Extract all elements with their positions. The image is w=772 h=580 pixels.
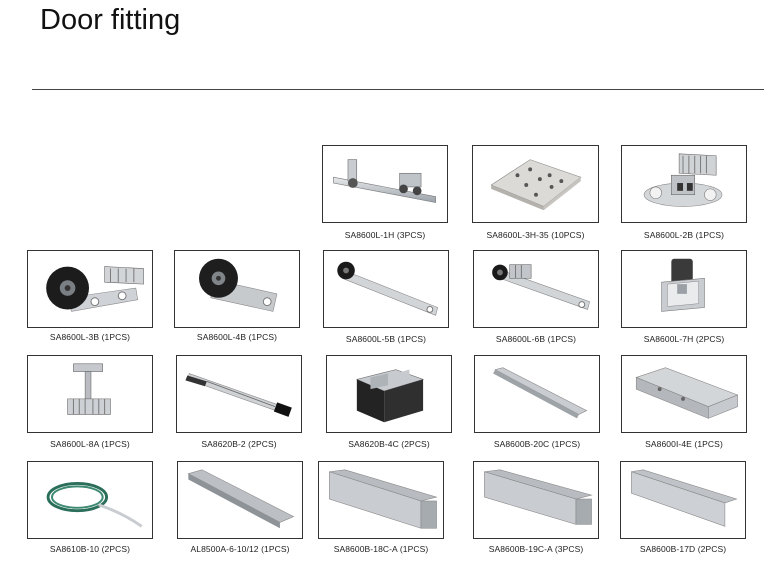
seal-strip-coil-icon <box>27 461 153 539</box>
product-code: SA8600L-5B (1PCS) <box>345 334 427 344</box>
product-code: SA8620B-4C (2PCS) <box>348 439 430 449</box>
cover-profile-icon <box>620 461 746 539</box>
product-code: AL8500A-6-10/12 (1PCS) <box>190 544 290 554</box>
hanging-clamp-icon <box>27 355 153 433</box>
product-code: SA8620B-2 (2PCS) <box>201 439 277 449</box>
product-card[interactable] <box>177 461 303 554</box>
product-card[interactable] <box>620 461 746 554</box>
angle-profile-icon <box>177 461 303 539</box>
large-wheel-bracket-icon <box>27 250 153 328</box>
thin-profile-icon <box>474 355 600 433</box>
wheel-on-arm-icon <box>174 250 300 328</box>
product-card[interactable] <box>27 355 153 449</box>
perforated-plate-icon <box>472 145 599 223</box>
product-card[interactable] <box>621 250 747 344</box>
guide-block-icon <box>326 355 452 433</box>
product-card[interactable] <box>322 145 448 240</box>
track-profile-icon <box>473 461 599 539</box>
product-card[interactable] <box>326 355 452 449</box>
wide-track-profile-icon <box>318 461 444 539</box>
product-card[interactable] <box>176 355 302 449</box>
product-code: SA8600L-2B (1PCS) <box>643 230 725 240</box>
product-code: SA8600L-7H (2PCS) <box>643 334 725 344</box>
roller-carriage-on-rail-icon <box>322 145 448 223</box>
product-card[interactable] <box>474 355 600 449</box>
product-code: SA8600L-3B (1PCS) <box>49 332 131 342</box>
product-card[interactable] <box>473 250 599 344</box>
small-wheel-on-bar-icon <box>323 250 449 328</box>
product-card[interactable] <box>174 250 300 342</box>
product-code: SA8600I-4E (1PCS) <box>645 439 723 449</box>
product-card[interactable] <box>323 250 449 344</box>
page-title: Door fitting <box>40 4 181 36</box>
product-code: SA8600L-3H-35 (10PCS) <box>486 230 585 240</box>
product-code: SA8600L-6B (1PCS) <box>495 334 577 344</box>
clamp-bracket-icon <box>621 145 747 223</box>
damper-rod-icon <box>176 355 302 433</box>
product-code: SA8600B-17D (2PCS) <box>639 544 727 554</box>
product-code: SA8600B-20C (1PCS) <box>493 439 581 449</box>
product-code: SA8600B-18C-A (1PCS) <box>333 544 429 554</box>
product-code: SA8600L-8A (1PCS) <box>50 439 130 449</box>
product-code: SA8600L-4B (1PCS) <box>196 332 278 342</box>
product-card[interactable] <box>27 461 153 554</box>
wheel-with-clamp-bar-icon <box>473 250 599 328</box>
product-code: SA8610B-10 (2PCS) <box>49 544 131 554</box>
product-card[interactable] <box>621 145 747 240</box>
product-card[interactable] <box>621 355 747 449</box>
product-card[interactable] <box>27 250 153 342</box>
product-code: SA8600B-19C-A (3PCS) <box>488 544 584 554</box>
u-channel-stop-icon <box>621 250 747 328</box>
product-card[interactable] <box>472 145 599 240</box>
product-card[interactable] <box>318 461 444 554</box>
u-channel-long-icon <box>621 355 747 433</box>
product-card[interactable] <box>473 461 599 554</box>
product-code: SA8600L-1H (3PCS) <box>344 230 426 240</box>
title-divider <box>32 89 764 90</box>
